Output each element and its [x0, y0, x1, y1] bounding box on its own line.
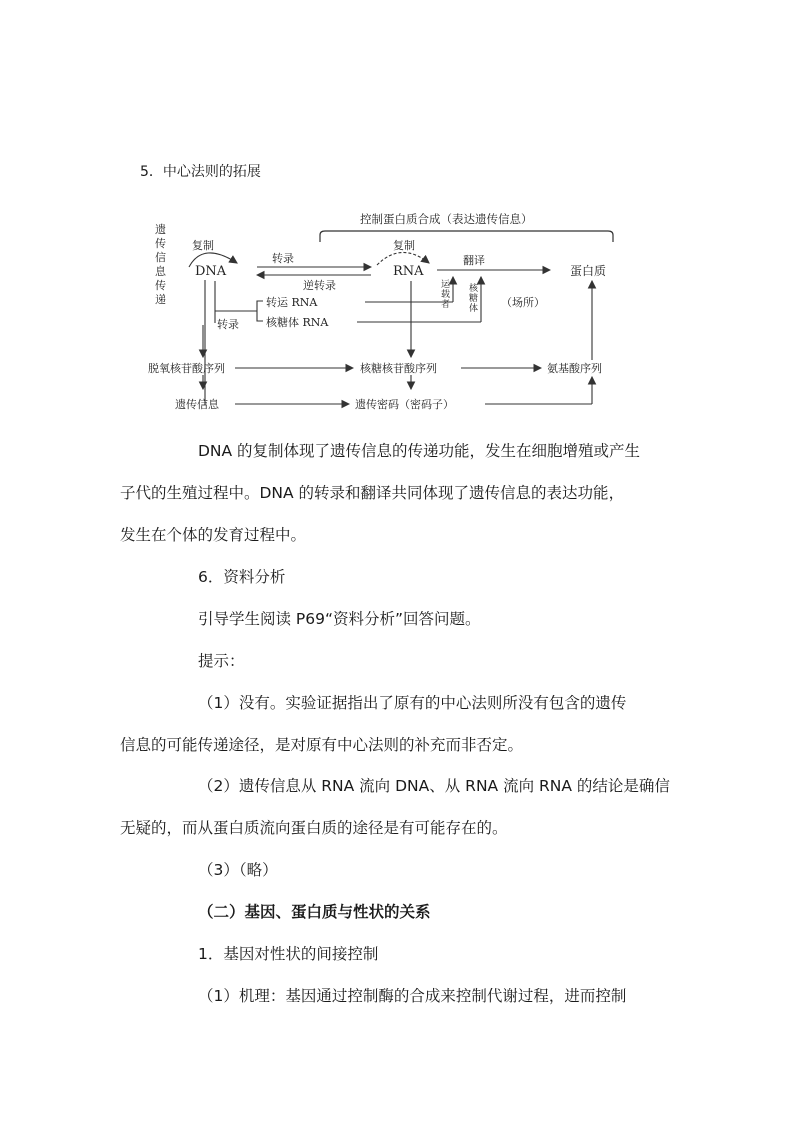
ribo-seq-label: 核糖核苷酸序列 [360, 362, 437, 375]
section-5-title: 5．中心法则的拓展 [140, 164, 261, 180]
central-dogma-diagram [145, 205, 650, 417]
top-bracket [320, 231, 613, 242]
answer3: （3）（略） [198, 861, 278, 879]
answer1-line2: 信息的可能传递途径，是对原有中心法则的补充而非否定。 [120, 736, 524, 754]
side-char: 传 [155, 279, 166, 292]
svg-text:体: 体 [469, 304, 479, 314]
trna-label: 转运 RNA [266, 296, 318, 309]
side-char: 息 [155, 265, 166, 278]
top-label: 控制蛋白质合成（表达遗传信息） [360, 212, 533, 226]
transcription-label: 转录 [272, 252, 294, 265]
svg-text:载: 载 [441, 290, 451, 300]
amino-seq-label: 氨基酸序列 [547, 362, 602, 375]
answer1-line1: （1）没有。实验证据指出了原有的中心法则所没有包含的遗传 [198, 694, 627, 712]
dna-node: DNA [195, 264, 227, 279]
part2-heading: （二）基因、蛋白质与性状的关系 [198, 903, 431, 921]
hint-label: 提示： [198, 652, 245, 670]
side-char: 信 [155, 251, 166, 264]
ribosome-label [469, 282, 479, 314]
point1-title: 1．基因对性状的间接控制 [198, 945, 379, 963]
carrier-label [441, 279, 451, 310]
mechanism-line: （1）机理：基因通过控制酶的合成来控制代谢过程，进而控制 [198, 987, 627, 1005]
svg-text:运: 运 [441, 280, 451, 290]
side-char: 递 [155, 293, 166, 306]
para1-line2: 子代的生殖过程中。DNA 的转录和翻译共同体现了遗传信息的表达功能， [120, 484, 625, 502]
protein-node: 蛋白质 [570, 264, 607, 278]
reverse-transcription-label: 逆转录 [303, 279, 336, 292]
side-char: 遗 [155, 223, 166, 236]
side-char: 传 [155, 237, 166, 250]
svg-text:者: 者 [441, 300, 451, 310]
section-6-title: 6．资料分析 [198, 568, 286, 586]
genetic-code-label: 遗传密码（密码子） [355, 398, 454, 411]
side-label [155, 222, 167, 306]
para1-line1: DNA 的复制体现了遗传信息的传递功能，发生在细胞增殖或产生 [198, 442, 641, 460]
para1-line3: 发生在个体的发育过程中。 [120, 526, 307, 544]
rrna-label: 核糖体 RNA [266, 316, 329, 329]
site-label: （场所） [501, 296, 545, 309]
genetic-info-label: 遗传信息 [175, 398, 219, 411]
answer2-line1: （2）遗传信息从 RNA 流向 DNA、从 RNA 流向 RNA 的结论是确信 [198, 777, 670, 795]
answer2-line2: 无疑的，而从蛋白质流向蛋白质的途径是有可能存在的。 [120, 819, 508, 837]
guide-text: 引导学生阅读 P69“资料分析”回答问题。 [198, 610, 481, 628]
diagram-svg [145, 205, 650, 417]
svg-text:核: 核 [469, 284, 479, 294]
rna-brace [257, 301, 263, 321]
rna-node: RNA [393, 264, 424, 279]
translation-label: 翻译 [463, 254, 485, 267]
deoxy-seq-label: 脱氧核苷酸序列 [148, 362, 225, 375]
side-transcription-label: 转录 [217, 318, 239, 331]
dna-replication-label: 复制 [192, 239, 214, 252]
svg-text:糖: 糖 [469, 294, 479, 304]
rna-replication-label: 复制 [393, 239, 415, 252]
